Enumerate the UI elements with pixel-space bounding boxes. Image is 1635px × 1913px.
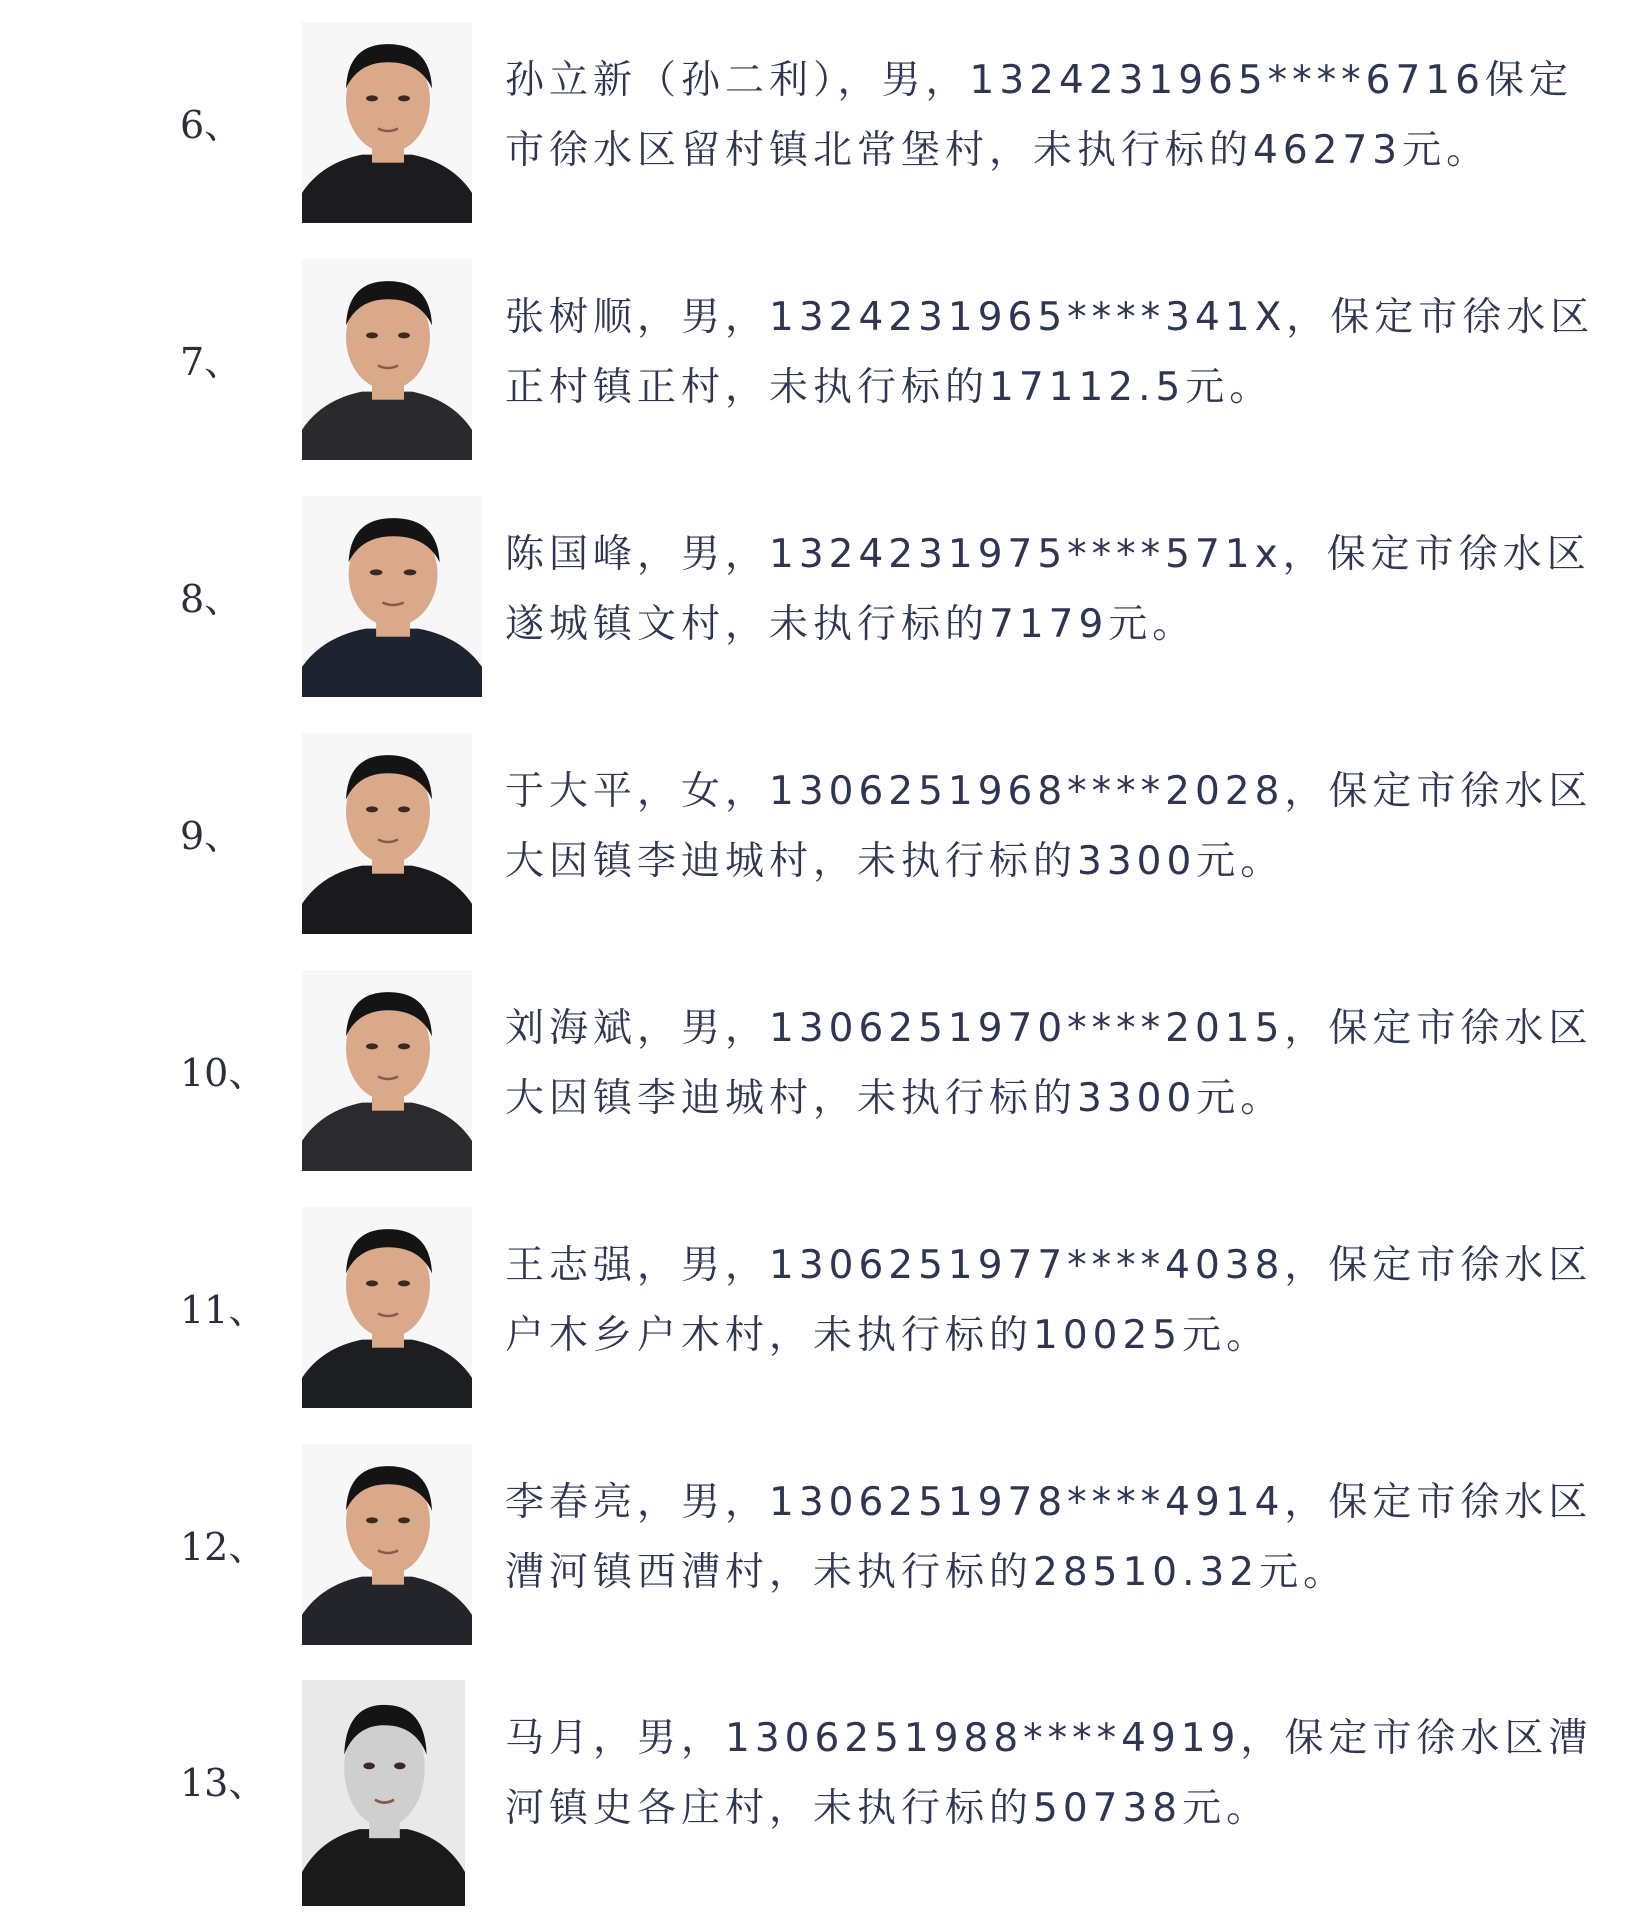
list-item-10 bbox=[0, 958, 1635, 1188]
entry-number: 7、 bbox=[180, 340, 243, 384]
list-item-13 bbox=[0, 1668, 1635, 1898]
entry-line-2: 大因镇李迪城村，未执行标的3300元。 bbox=[505, 839, 1285, 884]
entry-description bbox=[505, 520, 1591, 660]
portrait-photo bbox=[302, 733, 472, 934]
portrait-photo bbox=[302, 1207, 472, 1408]
list-item-6 bbox=[0, 10, 1635, 240]
entry-line-2: 河镇史各庄村，未执行标的50738元。 bbox=[505, 1786, 1271, 1831]
entry-line-2: 遂城镇文村，未执行标的7179元。 bbox=[505, 602, 1197, 647]
entry-line-1: 孙立新（孙二利），男，1324231965****6716保定 bbox=[505, 58, 1573, 103]
list-item-12 bbox=[0, 1432, 1635, 1662]
entry-description bbox=[505, 1704, 1593, 1844]
portrait-photo bbox=[302, 259, 472, 460]
portrait-photo bbox=[302, 1680, 465, 1906]
list-item-8 bbox=[0, 484, 1635, 714]
entry-line-1: 陈国峰，男，1324231975****571x，保定市徐水区 bbox=[505, 532, 1591, 577]
entry-number: 11、 bbox=[180, 1288, 267, 1332]
entry-line-1: 张树顺，男，1324231965****341X，保定市徐水区 bbox=[505, 295, 1595, 340]
entry-line-2: 漕河镇西漕村，未执行标的28510.32元。 bbox=[505, 1550, 1348, 1595]
entry-line-1: 于大平，女，1306251968****2028，保定市徐水区 bbox=[505, 769, 1593, 814]
portrait-photo bbox=[302, 496, 482, 697]
entry-number: 9、 bbox=[180, 814, 243, 858]
entry-number: 12、 bbox=[180, 1525, 267, 1569]
portrait-photo bbox=[302, 970, 472, 1171]
entry-line-2: 户木乡户木村，未执行标的10025元。 bbox=[505, 1313, 1271, 1358]
entry-description bbox=[505, 1231, 1593, 1371]
entry-line-1: 马月，男，1306251988****4919，保定市徐水区漕 bbox=[505, 1716, 1593, 1761]
entry-line-1: 李春亮，男，1306251978****4914，保定市徐水区 bbox=[505, 1480, 1593, 1525]
list-item-7 bbox=[0, 247, 1635, 477]
list-item-9 bbox=[0, 721, 1635, 951]
entry-description bbox=[505, 283, 1595, 423]
list-item-11 bbox=[0, 1195, 1635, 1425]
entry-number: 8、 bbox=[180, 577, 243, 621]
portrait-photo bbox=[302, 22, 472, 223]
entry-line-2: 正村镇正村，未执行标的17112.5元。 bbox=[505, 365, 1274, 410]
entry-description bbox=[505, 994, 1593, 1134]
entry-line-1: 王志强，男，1306251977****4038，保定市徐水区 bbox=[505, 1243, 1593, 1288]
entry-number: 6、 bbox=[180, 103, 243, 147]
entry-line-2: 市徐水区留村镇北常堡村，未执行标的46273元。 bbox=[505, 128, 1491, 173]
entry-description bbox=[505, 46, 1573, 186]
entry-line-1: 刘海斌，男，1306251970****2015，保定市徐水区 bbox=[505, 1006, 1593, 1051]
entry-description bbox=[505, 1468, 1593, 1608]
entry-number: 13、 bbox=[180, 1761, 267, 1805]
entry-line-2: 大因镇李迪城村，未执行标的3300元。 bbox=[505, 1076, 1285, 1121]
entry-description bbox=[505, 757, 1593, 897]
portrait-photo bbox=[302, 1444, 472, 1645]
entry-number: 10、 bbox=[180, 1051, 267, 1095]
